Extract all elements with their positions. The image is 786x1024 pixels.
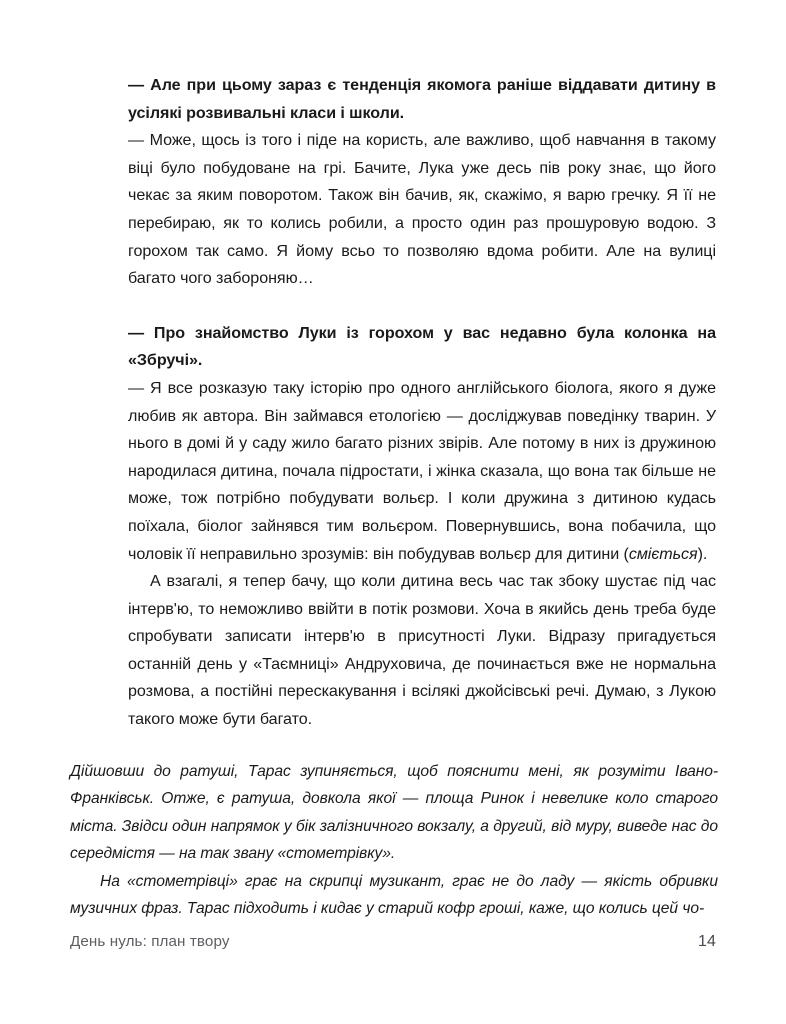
interview-answer-2 — [128, 375, 716, 568]
narrative-paragraph-1: Дійшовши до ратуші, Тарас зупиняється, щоб пояснити мені, як розуміти Івано-Франківськ. Отже, є ратуша, довкола якої — площа Ринок і невелике коло старого міста. Звідси один напрямок у бік залізничного вокзалу, а другий, від муру, виведе нас до середмістя — на так звану «стометрівку». — [70, 763, 718, 863]
narrative-section — [70, 758, 718, 922]
stage-direction-laughs: сміється — [628, 544, 698, 563]
interview-answer-2-continued: А взагалі, я тепер бачу, що коли дитина весь час так збоку шустає під час інтерв'ю, то неможливо ввійти в потік розмови. Хоча в якийсь день треба буде спробувати записати інтерв'ю в присутності Луки. Відразу пригадується останній день у «Таємниці» Андруховича, де починається вже не нормальна розмова, а постійні перескакування і всілякі джойсівські речі. Думаю, з Лукою такого може бути багато. — [128, 572, 716, 729]
answer-2-text-before-italic: — Я все розказую таку історію про одного англійського біолога, якого я дуже любив як автора. Він займався етологією — досліджував поведінку тварин. У нього в домі й у саду жило багато різних звірів. Але потому в них із дружиною народилася дитина, почала підростати, і жінка сказала, що вона так більше не може, тож потрібно побудувати вольєр. І коли дружина з дитиною кудась поїхала, біолог зайнявся тим вольєром. Повернувшись, вона побачила, що чоловік її неправильно зрозумів: він побудував вольєр для дитини ( — [128, 378, 716, 563]
narrative-paragraph-2: На «стометрівці» грає на скрипці музикант, грає не до ладу — якість обривки музичних фраз. Тарас підходить і кидає у старий кофр гроші, каже, що колись цей чо- — [70, 872, 718, 918]
interview-answer-1: — Може, щось із того і піде на користь, але важливо, щоб навчання в такому віці було побудоване на грі. Бачите, Лука уже десь пів року знає, що його чекає за яким поворотом. Також він бачив, як, скажімо, я варю гречку. Я її не перебираю, як то колись робили, а просто один раз прошуровую водою. З горохом так само. Я йому всьо то позволяю вдома робити. Але на вулиці багато чого забороняю… — [128, 131, 716, 288]
footer-page-number: 14 — [698, 933, 716, 950]
footer-chapter-title: День нуль: план твору — [70, 933, 230, 950]
interview-section — [128, 72, 716, 734]
interview-question-1: — Але при цьому зараз є тенденція якомога раніше віддавати дитину в усілякі розвивальні класи і школи. — [128, 76, 716, 122]
interview-question-2: — Про знайомство Луки із горохом у вас недавно була колонка на «Збручі». — [128, 323, 716, 370]
page-footer — [70, 932, 716, 952]
answer-2-text-after-italic: ). — [697, 544, 708, 563]
